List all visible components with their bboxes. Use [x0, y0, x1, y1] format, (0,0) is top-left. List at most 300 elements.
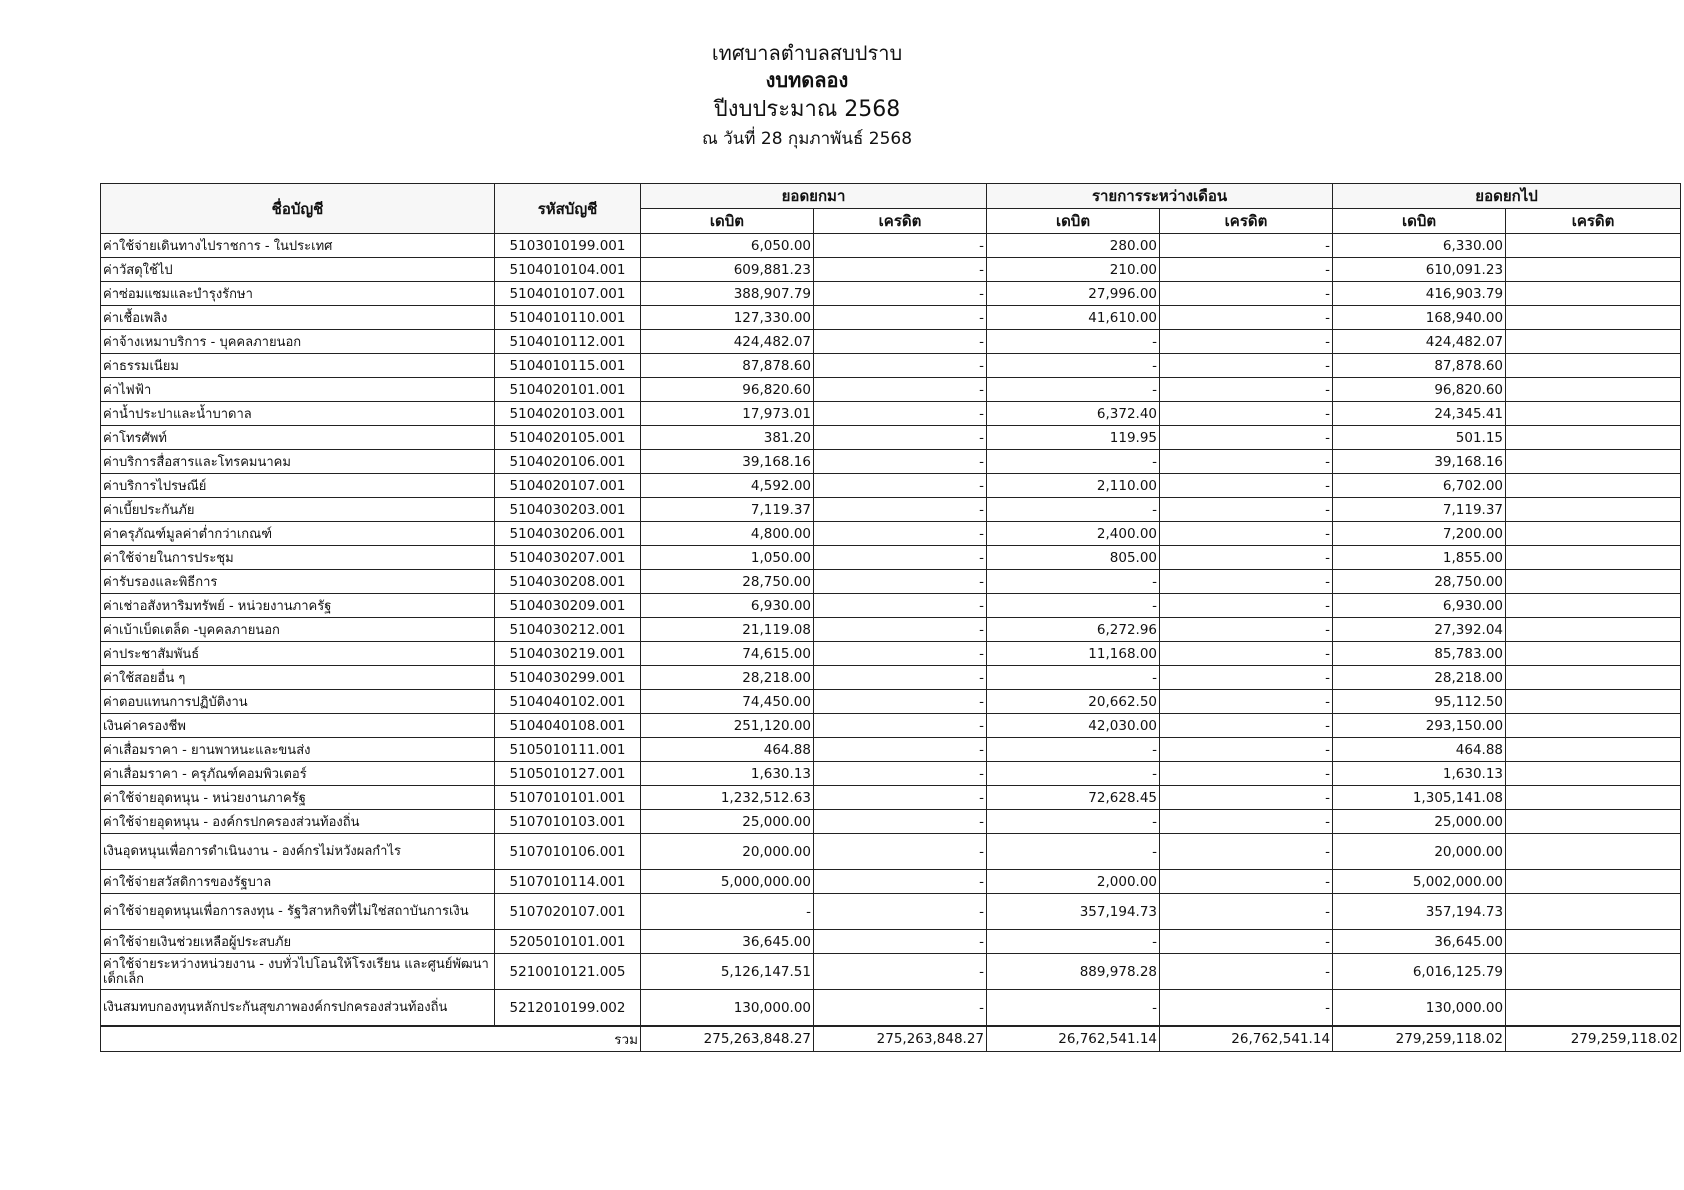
cell-bf-credit: - — [814, 498, 987, 522]
cell-account-name: ค่าใช้สอยอื่น ๆ — [101, 666, 495, 690]
cell-cf-debit: 6,330.00 — [1333, 234, 1506, 258]
cell-account-name: ค่าไฟฟ้า — [101, 378, 495, 402]
cell-m-credit: - — [1160, 930, 1333, 954]
cell-account-code: 5104030206.001 — [495, 522, 641, 546]
cell-cf-credit — [1506, 870, 1681, 894]
cell-cf-credit — [1506, 354, 1681, 378]
cell-account-name: ค่ารับรองและพิธีการ — [101, 570, 495, 594]
total-m-debit: 26,762,541.14 — [987, 1026, 1160, 1052]
cell-cf-credit — [1506, 714, 1681, 738]
cell-account-name: ค่าใช้จ่ายในการประชุม — [101, 546, 495, 570]
cell-account-code: 5104040102.001 — [495, 690, 641, 714]
cell-bf-credit: - — [814, 450, 987, 474]
cell-cf-debit: 6,702.00 — [1333, 474, 1506, 498]
cell-cf-debit: 6,930.00 — [1333, 594, 1506, 618]
cell-account-code: 5104030299.001 — [495, 666, 641, 690]
table-row — [101, 714, 1681, 738]
cell-m-debit: 6,372.40 — [987, 402, 1160, 426]
cell-bf-credit: - — [814, 954, 987, 990]
total-bf-debit: 275,263,848.27 — [641, 1026, 814, 1052]
cell-bf-debit: 381.20 — [641, 426, 814, 450]
cell-cf-credit — [1506, 738, 1681, 762]
cell-m-debit: 27,996.00 — [987, 282, 1160, 306]
table-row — [101, 570, 1681, 594]
cell-bf-credit: - — [814, 990, 987, 1027]
cell-cf-debit: 1,855.00 — [1333, 546, 1506, 570]
cell-cf-credit — [1506, 426, 1681, 450]
cell-account-code: 5104030219.001 — [495, 642, 641, 666]
table-row — [101, 234, 1681, 258]
cell-cf-credit — [1506, 450, 1681, 474]
cell-m-credit: - — [1160, 450, 1333, 474]
cell-cf-debit: 36,645.00 — [1333, 930, 1506, 954]
cell-m-credit: - — [1160, 522, 1333, 546]
cell-bf-credit: - — [814, 474, 987, 498]
cell-m-credit: - — [1160, 618, 1333, 642]
cell-account-name: ค่าวัสดุใช้ไป — [101, 258, 495, 282]
cell-account-code: 5107010114.001 — [495, 870, 641, 894]
cell-m-credit: - — [1160, 282, 1333, 306]
cell-account-code: 5103010199.001 — [495, 234, 641, 258]
table-row — [101, 474, 1681, 498]
cell-m-debit: - — [987, 498, 1160, 522]
cell-account-code: 5107010101.001 — [495, 786, 641, 810]
cell-bf-debit: 5,000,000.00 — [641, 870, 814, 894]
cell-cf-credit — [1506, 930, 1681, 954]
total-m-credit: 26,762,541.14 — [1160, 1026, 1333, 1052]
table-row — [101, 618, 1681, 642]
cell-m-debit: 2,110.00 — [987, 474, 1160, 498]
cell-account-code: 5104020103.001 — [495, 402, 641, 426]
cell-cf-debit: 424,482.07 — [1333, 330, 1506, 354]
table-row — [101, 786, 1681, 810]
cell-m-debit: 6,272.96 — [987, 618, 1160, 642]
cell-bf-credit: - — [814, 762, 987, 786]
table-row — [101, 378, 1681, 402]
cell-m-debit: - — [987, 990, 1160, 1027]
organization-name: เทศบาลตำบลสบปราบ — [711, 41, 903, 65]
cell-account-name: ค่าเช่าอสังหาริมทรัพย์ - หน่วยงานภาครัฐ — [101, 594, 495, 618]
table-row — [101, 306, 1681, 330]
cell-bf-debit: 1,050.00 — [641, 546, 814, 570]
cell-cf-credit — [1506, 666, 1681, 690]
cell-account-name: ค่าใช้จ่ายเงินช่วยเหลือผู้ประสบภัย — [101, 930, 495, 954]
cell-m-credit: - — [1160, 546, 1333, 570]
cell-account-name: ค่าครุภัณฑ์มูลค่าต่ำกว่าเกณฑ์ — [101, 522, 495, 546]
cell-m-credit: - — [1160, 306, 1333, 330]
cell-bf-credit: - — [814, 522, 987, 546]
cell-m-debit: 2,400.00 — [987, 522, 1160, 546]
table-row — [101, 738, 1681, 762]
cell-bf-credit: - — [814, 786, 987, 810]
cell-cf-credit — [1506, 234, 1681, 258]
cell-m-credit: - — [1160, 714, 1333, 738]
cell-account-name: ค่าประชาสัมพันธ์ — [101, 642, 495, 666]
cell-bf-debit: 96,820.60 — [641, 378, 814, 402]
cell-bf-credit: - — [814, 714, 987, 738]
cell-account-name: ค่าเบ้าเบ็ดเตล็ด -บุคคลภายนอก — [101, 618, 495, 642]
cell-bf-debit: 6,930.00 — [641, 594, 814, 618]
cell-m-debit: 41,610.00 — [987, 306, 1160, 330]
cell-account-name: ค่าบริการไปรษณีย์ — [101, 474, 495, 498]
cell-cf-credit — [1506, 570, 1681, 594]
table-row — [101, 930, 1681, 954]
cell-bf-debit: 6,050.00 — [641, 234, 814, 258]
cell-m-credit: - — [1160, 570, 1333, 594]
cell-bf-credit: - — [814, 834, 987, 870]
cell-cf-debit: 1,305,141.08 — [1333, 786, 1506, 810]
cell-m-debit: - — [987, 834, 1160, 870]
cell-cf-debit: 416,903.79 — [1333, 282, 1506, 306]
cell-m-credit: - — [1160, 642, 1333, 666]
cell-cf-credit — [1506, 282, 1681, 306]
cell-cf-credit — [1506, 306, 1681, 330]
cell-account-code: 5104020105.001 — [495, 426, 641, 450]
cell-m-credit: - — [1160, 690, 1333, 714]
cell-cf-debit: 27,392.04 — [1333, 618, 1506, 642]
cell-m-debit: 119.95 — [987, 426, 1160, 450]
col-carried-forward: ยอดยกไป — [1333, 184, 1681, 209]
cell-cf-credit — [1506, 594, 1681, 618]
cell-m-debit: 11,168.00 — [987, 642, 1160, 666]
cell-account-code: 5104020106.001 — [495, 450, 641, 474]
table-row — [101, 426, 1681, 450]
cell-cf-debit: 85,783.00 — [1333, 642, 1506, 666]
cell-m-debit: 2,000.00 — [987, 870, 1160, 894]
cell-cf-debit: 168,940.00 — [1333, 306, 1506, 330]
cell-bf-credit: - — [814, 426, 987, 450]
col-brought-forward: ยอดยกมา — [641, 184, 987, 209]
cell-account-code: 5107010103.001 — [495, 810, 641, 834]
cell-bf-credit: - — [814, 402, 987, 426]
cell-cf-debit: 1,630.13 — [1333, 762, 1506, 786]
cell-m-debit: 72,628.45 — [987, 786, 1160, 810]
cell-account-name: ค่าน้ำประปาและน้ำบาดาล — [101, 402, 495, 426]
cell-account-code: 5104030203.001 — [495, 498, 641, 522]
cell-cf-credit — [1506, 642, 1681, 666]
cell-bf-debit: 20,000.00 — [641, 834, 814, 870]
cell-bf-credit: - — [814, 546, 987, 570]
table-row — [101, 642, 1681, 666]
total-label: รวม — [101, 1026, 641, 1052]
col-account-code: รหัสบัญชี — [495, 184, 641, 234]
cell-bf-debit: 609,881.23 — [641, 258, 814, 282]
col-m-debit: เดบิต — [987, 209, 1160, 234]
cell-cf-debit: 357,194.73 — [1333, 894, 1506, 930]
cell-account-name: ค่าใช้จ่ายอุดหนุน - หน่วยงานภาครัฐ — [101, 786, 495, 810]
cell-m-debit: 889,978.28 — [987, 954, 1160, 990]
cell-m-credit: - — [1160, 330, 1333, 354]
cell-m-debit: - — [987, 378, 1160, 402]
cell-cf-debit: 96,820.60 — [1333, 378, 1506, 402]
cell-bf-debit: 127,330.00 — [641, 306, 814, 330]
cell-m-credit: - — [1160, 402, 1333, 426]
cell-m-debit: - — [987, 666, 1160, 690]
cell-cf-credit — [1506, 474, 1681, 498]
cell-account-name: ค่าบริการสื่อสารและโทรคมนาคม — [101, 450, 495, 474]
cell-m-credit: - — [1160, 894, 1333, 930]
cell-bf-credit: - — [814, 330, 987, 354]
table-row — [101, 402, 1681, 426]
cell-account-code: 5105010111.001 — [495, 738, 641, 762]
cell-account-code: 5104030208.001 — [495, 570, 641, 594]
cell-account-code: 5104010110.001 — [495, 306, 641, 330]
cell-bf-debit: 424,482.07 — [641, 330, 814, 354]
cell-bf-debit: 21,119.08 — [641, 618, 814, 642]
cell-account-name: ค่าธรรมเนียม — [101, 354, 495, 378]
report-title: งบทดลอง — [765, 68, 849, 92]
cell-bf-credit: - — [814, 870, 987, 894]
cell-bf-credit: - — [814, 690, 987, 714]
cell-cf-debit: 464.88 — [1333, 738, 1506, 762]
cell-cf-credit — [1506, 378, 1681, 402]
cell-bf-credit: - — [814, 570, 987, 594]
cell-bf-debit: 5,126,147.51 — [641, 954, 814, 990]
table-row — [101, 834, 1681, 870]
cell-bf-credit: - — [814, 306, 987, 330]
fiscal-year: ปีงบประมาณ 2568 — [713, 97, 901, 122]
cell-bf-debit: 130,000.00 — [641, 990, 814, 1027]
cell-account-name: ค่าเสื่อมราคา - ครุภัณฑ์คอมพิวเตอร์ — [101, 762, 495, 786]
cell-m-credit: - — [1160, 762, 1333, 786]
cell-bf-credit: - — [814, 282, 987, 306]
cell-account-name: ค่าซ่อมแซมและบำรุงรักษา — [101, 282, 495, 306]
cell-account-name: ค่าใช้จ่ายเดินทางไปราชการ - ในประเทศ — [101, 234, 495, 258]
cell-m-debit: 280.00 — [987, 234, 1160, 258]
cell-account-code: 5104030207.001 — [495, 546, 641, 570]
cell-bf-credit: - — [814, 354, 987, 378]
cell-account-code: 5105010127.001 — [495, 762, 641, 786]
cell-m-credit: - — [1160, 990, 1333, 1027]
cell-bf-debit: 39,168.16 — [641, 450, 814, 474]
cell-m-credit: - — [1160, 738, 1333, 762]
cell-account-name: ค่าตอบแทนการปฏิบัติงาน — [101, 690, 495, 714]
cell-account-name: ค่าเสื่อมราคา - ยานพาหนะและขนส่ง — [101, 738, 495, 762]
cell-bf-debit: 251,120.00 — [641, 714, 814, 738]
cell-account-name: ค่าใช้จ่ายระหว่างหน่วยงาน - งบทั่วไปโอนให้โรงเรียน และศูนย์พัฒนาเด็กเล็ก — [101, 954, 495, 990]
cell-bf-credit: - — [814, 594, 987, 618]
table-body — [101, 234, 1681, 1027]
cell-m-credit: - — [1160, 594, 1333, 618]
cell-m-debit: 20,662.50 — [987, 690, 1160, 714]
cell-bf-credit: - — [814, 378, 987, 402]
table-row — [101, 522, 1681, 546]
cell-account-code: 5212010199.002 — [495, 990, 641, 1027]
cell-cf-debit: 87,878.60 — [1333, 354, 1506, 378]
cell-bf-debit: 36,645.00 — [641, 930, 814, 954]
cell-cf-credit — [1506, 834, 1681, 870]
cell-cf-debit: 6,016,125.79 — [1333, 954, 1506, 990]
cell-bf-credit: - — [814, 234, 987, 258]
cell-m-debit: 357,194.73 — [987, 894, 1160, 930]
cell-cf-debit: 95,112.50 — [1333, 690, 1506, 714]
cell-cf-debit: 7,200.00 — [1333, 522, 1506, 546]
col-account-name: ชื่อบัญชี — [101, 184, 495, 234]
cell-cf-credit — [1506, 546, 1681, 570]
table-row — [101, 282, 1681, 306]
report-header — [0, 40, 1684, 152]
cell-account-name: ค่าใช้จ่ายสวัสดิการของรัฐบาล — [101, 870, 495, 894]
cell-bf-debit: 7,119.37 — [641, 498, 814, 522]
cell-bf-credit: - — [814, 930, 987, 954]
col-during-month: รายการระหว่างเดือน — [987, 184, 1333, 209]
cell-m-credit: - — [1160, 354, 1333, 378]
cell-cf-debit: 610,091.23 — [1333, 258, 1506, 282]
cell-cf-credit — [1506, 690, 1681, 714]
cell-cf-debit: 5,002,000.00 — [1333, 870, 1506, 894]
cell-bf-debit: 464.88 — [641, 738, 814, 762]
cell-bf-debit: 4,800.00 — [641, 522, 814, 546]
col-cf-debit: เดบิต — [1333, 209, 1506, 234]
table-row — [101, 894, 1681, 930]
cell-m-debit: - — [987, 330, 1160, 354]
cell-bf-debit: 388,907.79 — [641, 282, 814, 306]
cell-account-code: 5104010115.001 — [495, 354, 641, 378]
cell-m-credit: - — [1160, 378, 1333, 402]
cell-bf-credit: - — [814, 894, 987, 930]
cell-bf-debit: 74,450.00 — [641, 690, 814, 714]
cell-cf-credit — [1506, 762, 1681, 786]
table-row — [101, 450, 1681, 474]
cell-m-credit: - — [1160, 234, 1333, 258]
cell-m-credit: - — [1160, 870, 1333, 894]
cell-account-name: ค่าโทรศัพท์ — [101, 426, 495, 450]
table-row — [101, 354, 1681, 378]
cell-account-code: 5104020107.001 — [495, 474, 641, 498]
cell-bf-credit: - — [814, 738, 987, 762]
cell-cf-debit: 24,345.41 — [1333, 402, 1506, 426]
cell-bf-credit: - — [814, 666, 987, 690]
table-row — [101, 498, 1681, 522]
cell-account-name: เงินสมทบกองทุนหลักประกันสุขภาพองค์กรปกครองส่วนท้องถิ่น — [101, 990, 495, 1027]
cell-m-credit: - — [1160, 666, 1333, 690]
cell-cf-debit: 25,000.00 — [1333, 810, 1506, 834]
col-bf-credit: เครดิต — [814, 209, 987, 234]
report-date: ณ วันที่ 28 กุมภาพันธ์ 2568 — [701, 129, 913, 149]
cell-m-credit: - — [1160, 474, 1333, 498]
table-row — [101, 546, 1681, 570]
cell-account-code: 5104020101.001 — [495, 378, 641, 402]
cell-account-code: 5205010101.001 — [495, 930, 641, 954]
table-row — [101, 666, 1681, 690]
cell-bf-credit: - — [814, 810, 987, 834]
total-cf-debit: 279,259,118.02 — [1333, 1026, 1506, 1052]
total-bf-credit: 275,263,848.27 — [814, 1026, 987, 1052]
total-row — [101, 1026, 1681, 1052]
cell-cf-credit — [1506, 894, 1681, 930]
cell-cf-debit: 39,168.16 — [1333, 450, 1506, 474]
cell-account-name: เงินอุดหนุนเพื่อการดำเนินงาน - องค์กรไม่หวังผลกำไร — [101, 834, 495, 870]
cell-cf-debit: 293,150.00 — [1333, 714, 1506, 738]
cell-cf-credit — [1506, 786, 1681, 810]
cell-account-code: 5104010107.001 — [495, 282, 641, 306]
cell-bf-debit: 4,592.00 — [641, 474, 814, 498]
table-row — [101, 762, 1681, 786]
cell-m-credit: - — [1160, 834, 1333, 870]
cell-m-debit: - — [987, 930, 1160, 954]
cell-account-code: 5107020107.001 — [495, 894, 641, 930]
cell-account-code: 5104030212.001 — [495, 618, 641, 642]
cell-account-name: ค่าเชื้อเพลิง — [101, 306, 495, 330]
cell-cf-credit — [1506, 498, 1681, 522]
cell-m-debit: - — [987, 810, 1160, 834]
cell-bf-debit: 28,750.00 — [641, 570, 814, 594]
col-bf-debit: เดบิต — [641, 209, 814, 234]
cell-bf-debit: 87,878.60 — [641, 354, 814, 378]
table-row — [101, 870, 1681, 894]
cell-account-code: 5104040108.001 — [495, 714, 641, 738]
cell-m-debit: 805.00 — [987, 546, 1160, 570]
cell-account-name: ค่าใช้จ่ายอุดหนุนเพื่อการลงทุน - รัฐวิสาหกิจที่ไม่ใช่สถาบันการเงิน — [101, 894, 495, 930]
cell-bf-debit: 17,973.01 — [641, 402, 814, 426]
cell-cf-debit: 20,000.00 — [1333, 834, 1506, 870]
cell-m-debit: - — [987, 594, 1160, 618]
cell-m-debit: 210.00 — [987, 258, 1160, 282]
table-row — [101, 258, 1681, 282]
cell-cf-credit — [1506, 618, 1681, 642]
cell-cf-credit — [1506, 990, 1681, 1027]
cell-m-credit: - — [1160, 786, 1333, 810]
cell-account-name: เงินค่าครองชีพ — [101, 714, 495, 738]
cell-bf-debit: 25,000.00 — [641, 810, 814, 834]
cell-m-debit: - — [987, 762, 1160, 786]
cell-m-debit: - — [987, 570, 1160, 594]
cell-m-credit: - — [1160, 954, 1333, 990]
cell-cf-credit — [1506, 402, 1681, 426]
cell-m-credit: - — [1160, 498, 1333, 522]
table-row — [101, 594, 1681, 618]
cell-account-code: 5104030209.001 — [495, 594, 641, 618]
cell-cf-credit — [1506, 330, 1681, 354]
cell-cf-debit: 130,000.00 — [1333, 990, 1506, 1027]
cell-cf-debit: 28,218.00 — [1333, 666, 1506, 690]
cell-cf-credit — [1506, 810, 1681, 834]
cell-m-credit: - — [1160, 810, 1333, 834]
cell-cf-debit: 7,119.37 — [1333, 498, 1506, 522]
cell-bf-debit: 74,615.00 — [641, 642, 814, 666]
cell-account-code: 5104010104.001 — [495, 258, 641, 282]
cell-bf-debit: 1,630.13 — [641, 762, 814, 786]
cell-bf-credit: - — [814, 642, 987, 666]
col-m-credit: เครดิต — [1160, 209, 1333, 234]
cell-m-debit: - — [987, 354, 1160, 378]
table-row — [101, 330, 1681, 354]
cell-m-debit: - — [987, 738, 1160, 762]
table-row — [101, 954, 1681, 990]
cell-account-code: 5104010112.001 — [495, 330, 641, 354]
table-row — [101, 810, 1681, 834]
cell-cf-credit — [1506, 954, 1681, 990]
cell-account-code: 5107010106.001 — [495, 834, 641, 870]
cell-m-credit: - — [1160, 426, 1333, 450]
cell-bf-debit: 1,232,512.63 — [641, 786, 814, 810]
cell-m-credit: - — [1160, 258, 1333, 282]
cell-account-name: ค่าเบี้ยประกันภัย — [101, 498, 495, 522]
cell-cf-credit — [1506, 522, 1681, 546]
cell-cf-debit: 28,750.00 — [1333, 570, 1506, 594]
trial-balance-table — [100, 183, 1681, 1052]
cell-bf-debit: - — [641, 894, 814, 930]
cell-cf-credit — [1506, 258, 1681, 282]
col-cf-credit: เครดิต — [1506, 209, 1681, 234]
cell-account-code: 5210010121.005 — [495, 954, 641, 990]
table-row — [101, 990, 1681, 1027]
cell-m-debit: 42,030.00 — [987, 714, 1160, 738]
total-cf-credit: 279,259,118.02 — [1506, 1026, 1681, 1052]
cell-cf-debit: 501.15 — [1333, 426, 1506, 450]
cell-account-name: ค่าจ้างเหมาบริการ - บุคคลภายนอก — [101, 330, 495, 354]
cell-bf-credit: - — [814, 258, 987, 282]
